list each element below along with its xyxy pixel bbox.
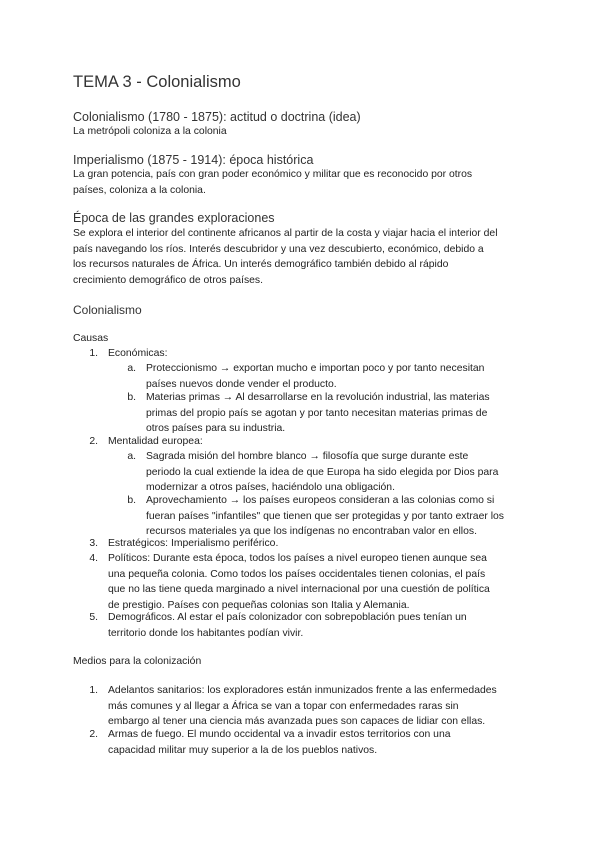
paragraph-line: crecimiento demográfico de otros países. <box>73 274 264 286</box>
sublist-item-text: Sagrada misión del hombre blanco → filosofía que surge durante este <box>146 451 469 462</box>
imperialismo-paragraph <box>73 167 472 198</box>
sublist-item-text: fueran países "infantiles" que tienen que ser protegidas y por tanto extraer los <box>146 510 504 522</box>
list-item-text: Mentalidad europea: <box>108 436 203 447</box>
exploraciones-heading: Época de las grandes exploraciones <box>73 211 275 225</box>
list-item-text: territorio donde los habitantes podían vivir. <box>108 627 304 639</box>
list-number: 3. <box>89 538 98 549</box>
list-item-text: Políticos: Durante esta época, todos los países a nivel europeo tienen aunque sea <box>108 553 487 564</box>
list-item-text: Económicas: <box>108 348 168 359</box>
sublist-item-aprovechamiento <box>146 493 504 540</box>
list-item-text: una pequeña colonia. Como todos los países occidentales tienen colonias, el país <box>108 568 486 580</box>
list-item-text: más comunes y al llegar a África se van a topar con enfermedades raras sin <box>108 700 459 712</box>
list-item-text: embargo al tener una ciencia más avanzada pues son capaces de lidiar con ellas. <box>108 716 486 728</box>
colonialismo-section-heading: Colonialismo <box>73 303 142 317</box>
page-title: TEMA 3 - Colonialismo <box>73 73 241 91</box>
list-item-estrategicos <box>108 536 278 552</box>
colonialismo-definition-text: La metrópoli coloniza a la colonia <box>73 126 227 137</box>
sublist-letter: a. <box>127 363 136 374</box>
sublist-item-text: modernizar a otros países, haciéndolo una obligación. <box>146 482 395 494</box>
sublist-letter: b. <box>127 495 136 506</box>
list-number: 4. <box>89 553 98 564</box>
list-item-text: Demográficos. Al estar el país colonizador con sobrepoblación pues tenían un <box>108 612 467 623</box>
sublist-item-text: periodo la cual extiende la idea de que Europa ha sido elegida por Dios para <box>146 466 499 478</box>
paragraph-line: Se explora el interior del continente africanos al partir de la costa y viajar hacia el interior del <box>73 228 498 239</box>
list-number: 2. <box>89 436 98 447</box>
list-item-text: Armas de fuego. El mundo occidental va a invadir estos territorios con una <box>108 729 451 740</box>
imperialismo-heading: Imperialismo (1875 - 1914): época histórica <box>73 153 314 167</box>
list-number: 2. <box>89 729 98 740</box>
list-item-economicas <box>108 346 167 362</box>
sublist-item-text: Aprovechamiento → los países europeos consideran a las colonias como si <box>146 495 495 506</box>
causas-label: Causas <box>73 333 109 344</box>
paragraph-line: los recursos naturales de África. Un interés demográfico también debido al rápido <box>73 259 449 271</box>
list-item-text: Adelantos sanitarios: los exploradores están inmunizados frente a las enfermedades <box>108 685 497 696</box>
list-item-adelantos-sanitarios <box>108 683 497 730</box>
paragraph-line: países, coloniza a la colonia. <box>73 184 206 196</box>
colonialismo-definition-heading: Colonialismo (1780 - 1875): actitud o doctrina (idea) <box>73 110 361 124</box>
sublist-item-text: primas del propio país se agotan y por tanto necesitan materias primas de <box>146 407 488 419</box>
sublist-item-text: países nuevos donde vender el producto. <box>146 378 337 390</box>
list-number: 1. <box>89 685 98 696</box>
sublist-item-sagrada-mision <box>146 449 498 496</box>
list-item-text: que no las tiene queda marginado a nivel internacional por una cuestión de política <box>108 584 490 596</box>
sublist-item-text: Proteccionismo → exportan mucho e importan poco y por tanto necesitan <box>146 363 485 374</box>
list-item-text: de prestigio. Países con pequeñas colonias son Italia y Alemania. <box>108 599 410 611</box>
list-item-politicos <box>108 551 490 613</box>
sublist-letter: b. <box>127 392 136 403</box>
sublist-item-text: recursos materiales ya que los indígenas no encontraban valor en ellos. <box>146 526 477 538</box>
list-item-mentalidad <box>108 434 203 450</box>
list-item-text: Estratégicos: Imperialismo periférico. <box>108 538 279 549</box>
list-number: 1. <box>89 348 98 359</box>
list-item-demograficos <box>108 610 467 641</box>
list-item-armas-de-fuego <box>108 727 451 758</box>
sublist-item-text: otros países para su industria. <box>146 423 286 435</box>
sublist-item-proteccionismo <box>146 361 484 392</box>
exploraciones-paragraph <box>73 226 498 288</box>
list-number: 5. <box>89 612 98 623</box>
sublist-item-text: Materias primas → Al desarrollarse en la revolución industrial, las materias <box>146 392 490 403</box>
medios-heading: Medios para la colonización <box>73 656 202 667</box>
list-item-text: capacidad militar muy superior a la de los pueblos nativos. <box>108 744 378 756</box>
sublist-item-materias-primas <box>146 390 490 437</box>
sublist-letter: a. <box>127 451 136 462</box>
paragraph-line: La gran potencia, país con gran poder económico y militar que es reconocido por otros <box>73 169 473 180</box>
paragraph-line: país navegando los ríos. Interés descubridor y una vez descubierto, económico, debido a <box>73 243 484 255</box>
